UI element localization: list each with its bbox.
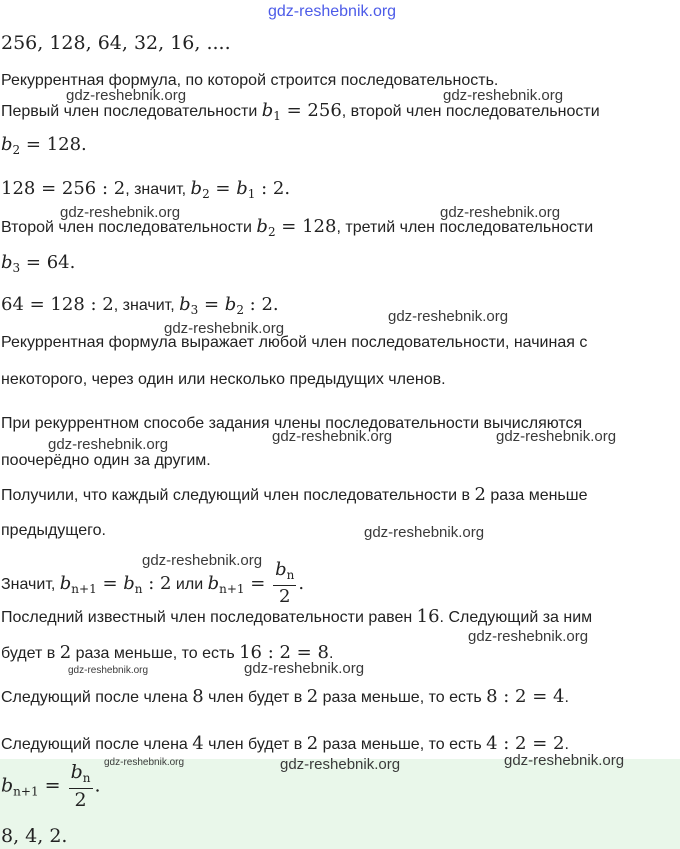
watermark: gdz-reshebnik.org bbox=[280, 756, 401, 773]
line-128: 128 = 256 : 2, значит, $b_2 = b_1$ : 2. bbox=[1, 178, 291, 201]
watermark: gdz-reshebnik.org bbox=[272, 428, 393, 445]
given-sequence: 256, 128, 64, 32, 16, .... bbox=[1, 32, 231, 54]
watermark: gdz-reshebnik.org bbox=[388, 308, 509, 325]
line-formula: Значит, $b_{n+1} = b_n$ : 2 или $b_{n+1}$ = $\frac{b_n}{2}$ . bbox=[1, 559, 305, 607]
watermark: gdz-reshebnik.org bbox=[60, 204, 181, 221]
line-next-8: будет в 2 раза меньше, то есть 16 : 2 = 8. bbox=[1, 642, 334, 663]
line-next-2: Следующий после члена 4 член будет в 2 раза меньше, то есть 4 : 2 = 2. bbox=[1, 733, 569, 754]
line-recurrent-def-2: некоторого, через один или несколько предыдущих членов. bbox=[1, 371, 446, 388]
line-recurrent-method-1: При рекуррентном способе задания члены последовательности вычисляются bbox=[1, 415, 583, 432]
watermark: gdz-reshebnik.org bbox=[268, 3, 397, 20]
fraction-bn-over-2: $\frac{b_n}{2}$ bbox=[275, 559, 295, 607]
line-64: 64 = 128 : 2, значит, $b_3 = b_2$ : 2. bbox=[1, 294, 279, 317]
line-half-1: Получили, что каждый следующий член последовательности в 2 раза меньше bbox=[1, 484, 588, 505]
watermark: gdz-reshebnik.org bbox=[364, 524, 485, 541]
recurrent-formula-heading: Рекуррентная формула, по которой строится последовательность. bbox=[1, 72, 499, 89]
watermark: gdz-reshebnik.org bbox=[468, 628, 589, 645]
watermark: gdz-reshebnik.org bbox=[66, 87, 187, 104]
watermark: gdz-reshebnik.org bbox=[443, 87, 564, 104]
line-recurrent-method-2: поочерёдно один за другим. bbox=[1, 452, 211, 469]
watermark: gdz-reshebnik.org bbox=[68, 665, 149, 676]
watermark: gdz-reshebnik.org bbox=[496, 428, 617, 445]
line-b2: $b_2 = 128$. bbox=[1, 134, 87, 157]
line-b3: $b_3 = 64$. bbox=[1, 252, 76, 275]
watermark: gdz-reshebnik.org bbox=[48, 436, 169, 453]
watermark: gdz-reshebnik.org bbox=[504, 752, 625, 769]
watermark: gdz-reshebnik.org bbox=[164, 320, 285, 337]
answer-formula: $b_{n+1}$ = $\frac{b_n}{2}$ . bbox=[1, 761, 101, 811]
answer-fraction: $\frac{b_n}{2}$ bbox=[70, 761, 91, 811]
watermark: gdz-reshebnik.org bbox=[440, 204, 561, 221]
watermark: gdz-reshebnik.org bbox=[142, 552, 263, 569]
line-half-2: предыдущего. bbox=[1, 522, 106, 539]
answer-sequence: 8, 4, 2. bbox=[1, 825, 68, 847]
watermark: gdz-reshebnik.org bbox=[104, 757, 185, 768]
line-next-4: Следующий после члена 8 член будет в 2 раза меньше, то есть 8 : 2 = 4. bbox=[1, 686, 569, 707]
line-first-term: Первый член последовательности $b_1 = 256$, второй член последовательности bbox=[1, 100, 600, 123]
line-recurrent-def-1: Рекуррентная формула выражает любой член последовательности, начиная с bbox=[1, 334, 588, 351]
line-last-known: Последний известный член последовательности равен 16. Следующий за ним bbox=[1, 606, 593, 627]
watermark: gdz-reshebnik.org bbox=[244, 660, 365, 677]
line-second-term: Второй член последовательности $b_2 = 128$, третий член последовательности bbox=[1, 216, 594, 239]
